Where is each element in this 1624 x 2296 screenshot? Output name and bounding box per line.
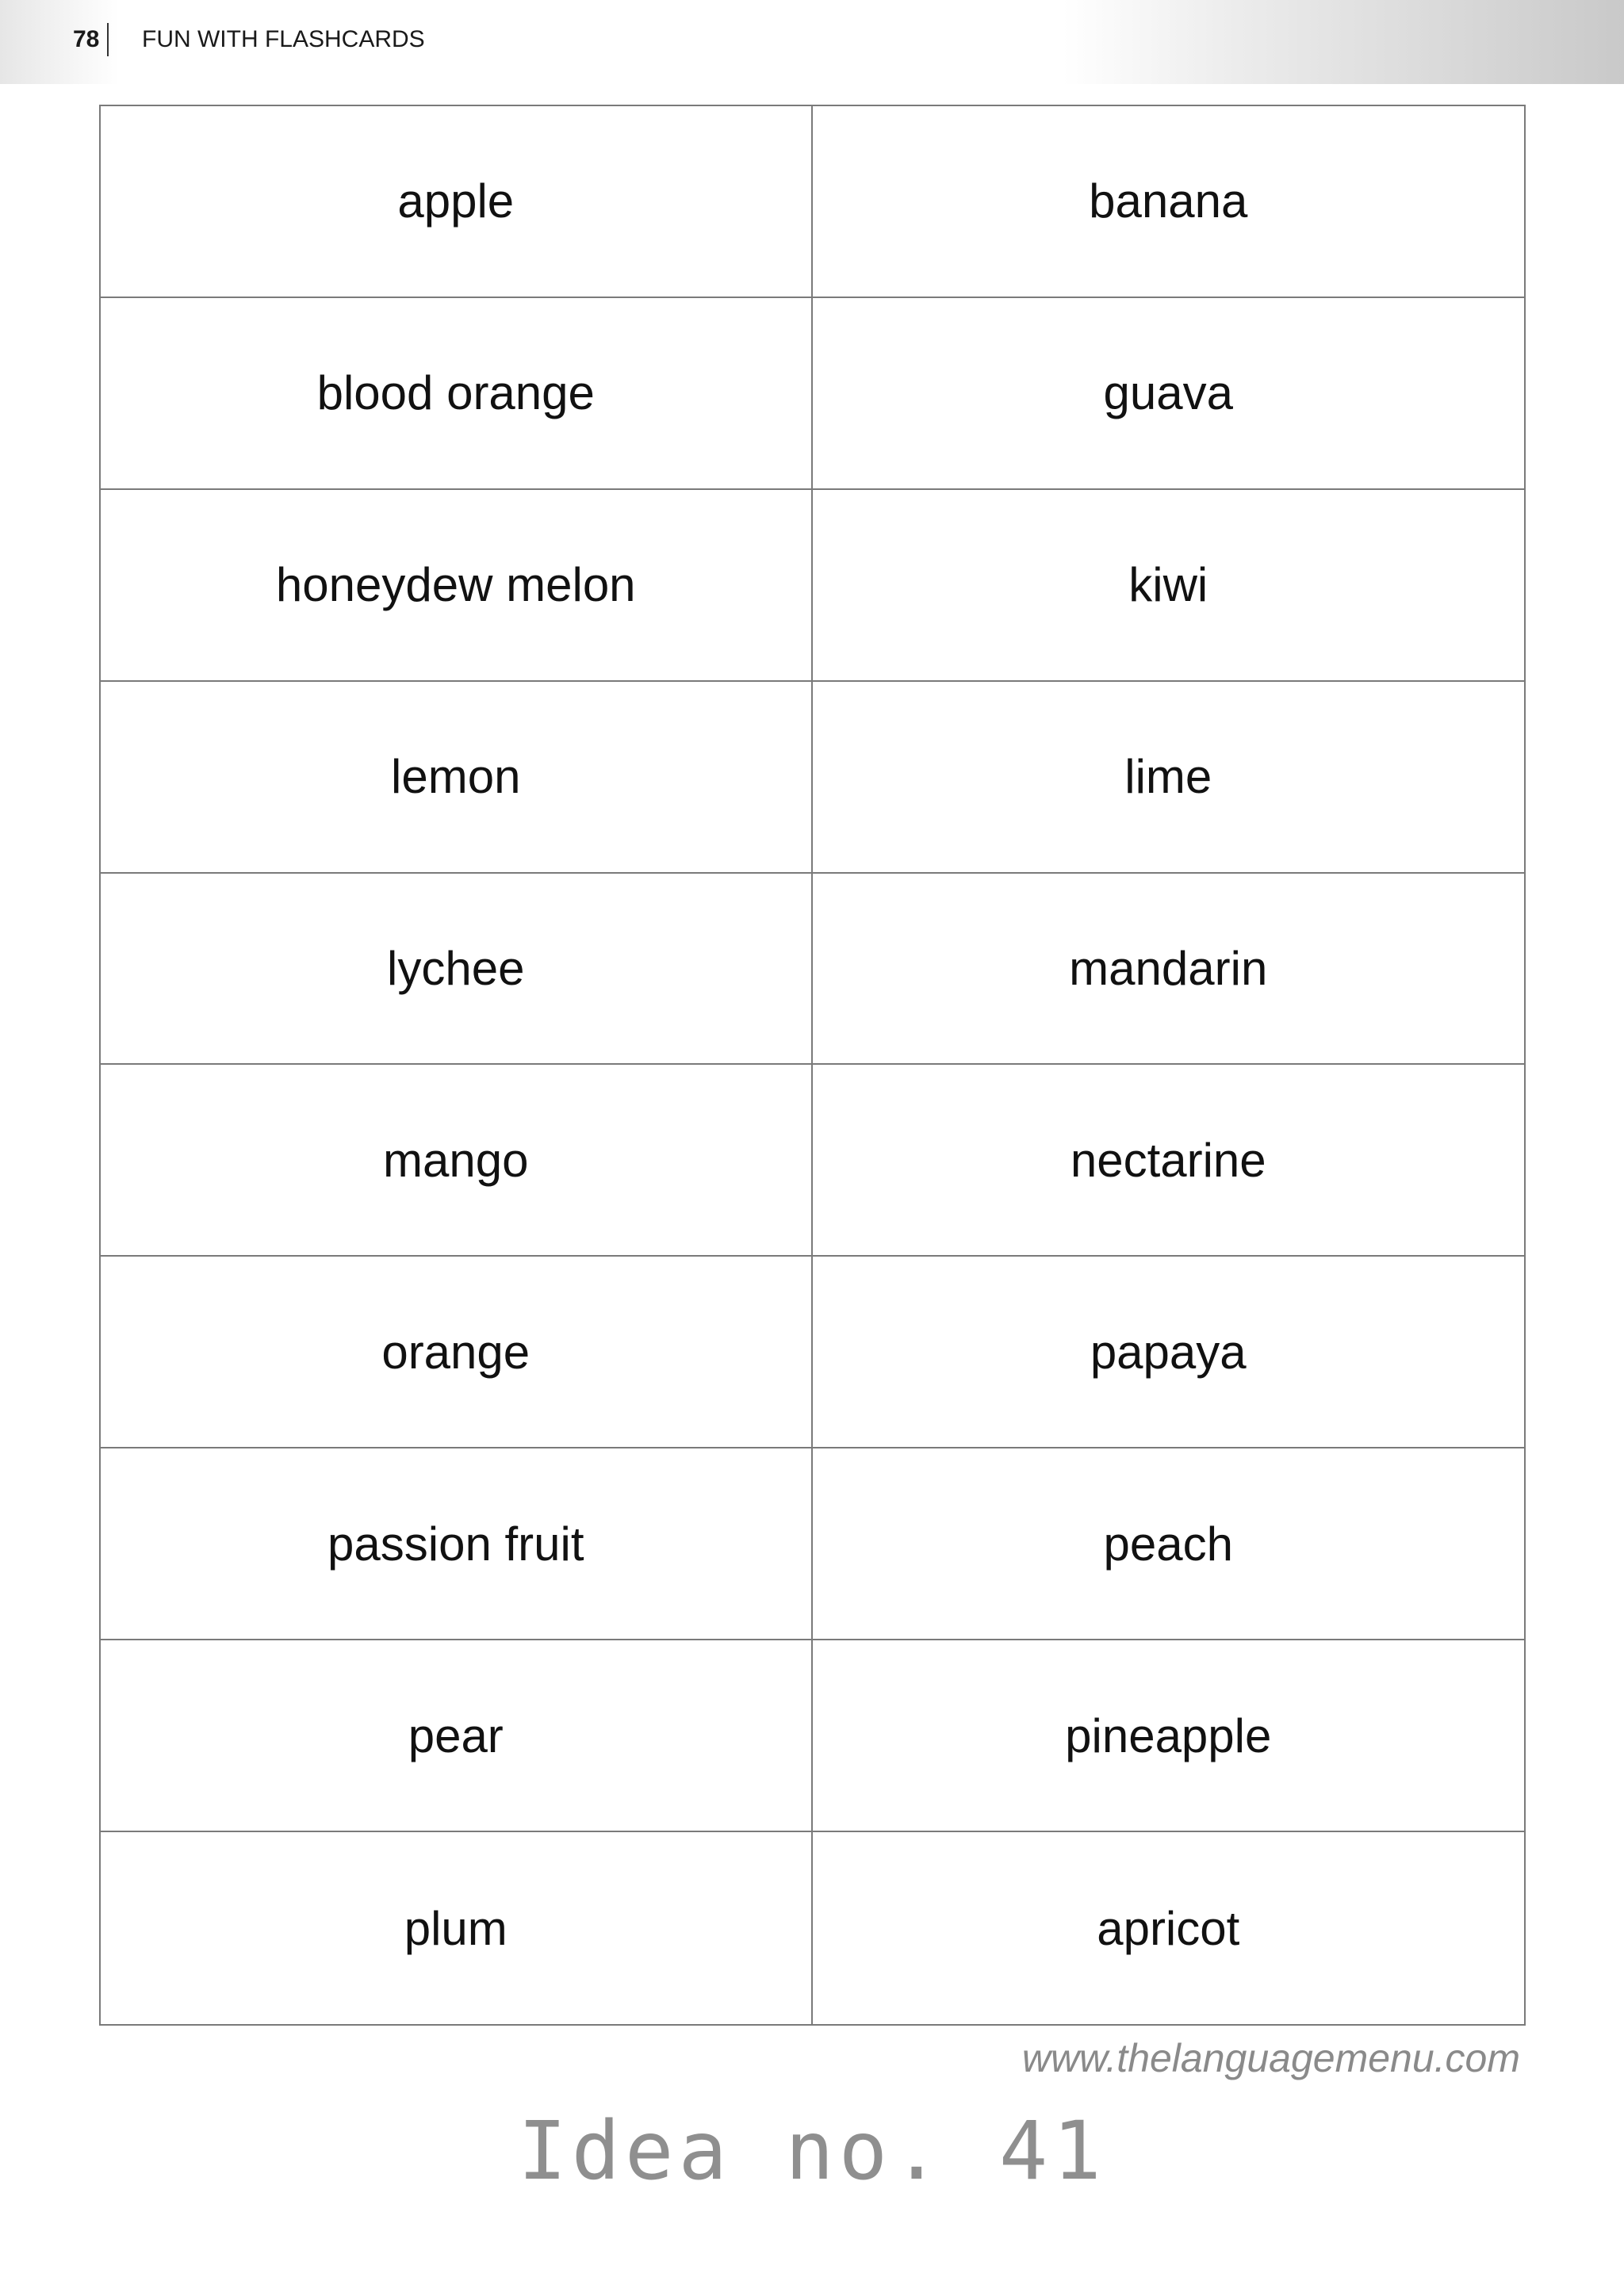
- flashcard: guava: [813, 298, 1525, 490]
- flashcard: honeydew melon: [101, 490, 813, 682]
- flashcard: orange: [101, 1257, 813, 1448]
- flashcard: passion fruit: [101, 1448, 813, 1640]
- flashcard: banana: [813, 106, 1525, 298]
- flashcard: apple: [101, 106, 813, 298]
- website-url: www.thelanguagemenu.com: [1021, 2036, 1520, 2080]
- flashcard: blood orange: [101, 298, 813, 490]
- flashcard: mandarin: [813, 874, 1525, 1066]
- flashcard: apricot: [1097, 1901, 1240, 1955]
- header-separator: [107, 23, 109, 56]
- flashcard: kiwi: [813, 490, 1525, 682]
- flashcard: papaya: [813, 1257, 1525, 1448]
- flashcard: pear: [101, 1640, 813, 1832]
- flashcard: plum: [101, 1832, 813, 2024]
- flashcard: lime: [813, 682, 1525, 874]
- idea-title: Idea no. 41: [518, 2104, 1106, 2198]
- section-title: FUN WITH FLASHCARDS: [142, 26, 425, 52]
- flashcard-grid: [99, 105, 1526, 2026]
- flashcard: nectarine: [813, 1065, 1525, 1257]
- flashcard: lemon: [101, 682, 813, 874]
- flashcard: lychee: [101, 874, 813, 1066]
- page-number: 78: [73, 26, 100, 52]
- flashcard: peach: [813, 1448, 1525, 1640]
- flashcard: pineapple: [813, 1640, 1525, 1832]
- flashcard: mango: [101, 1065, 813, 1257]
